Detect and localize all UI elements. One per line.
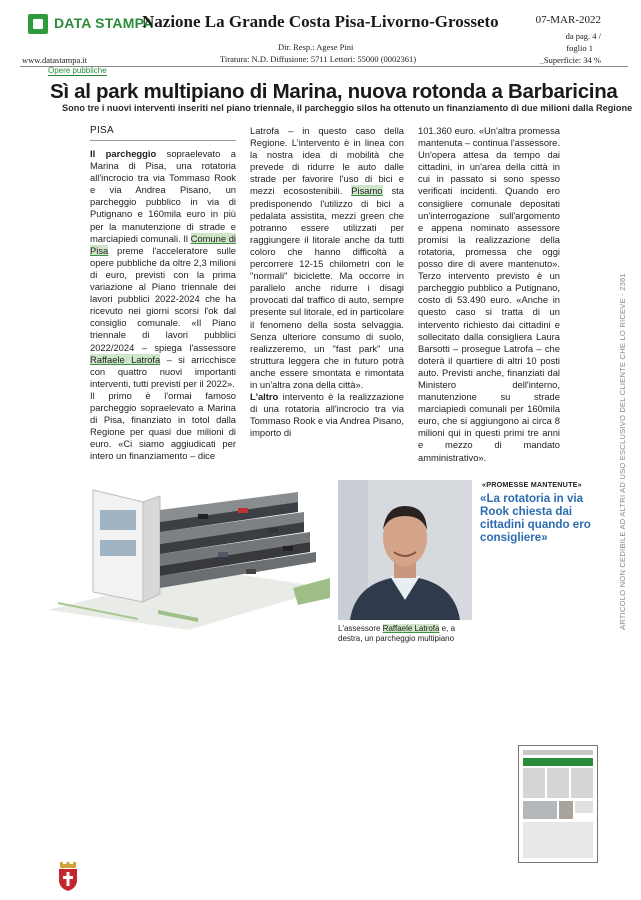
paragraph: Il primo è l'ormai famoso parcheggio sopraelevato a Marina di Pisa, finanziato in totol dalla Regione per quasi due milioni di euro. «Ci siamo aggiudicati per intero un finanziamento – dice — [90, 389, 236, 462]
pullquote: «La rotatoria in via Rook chiesta dai cittadini quando ero consigliere» — [480, 492, 591, 544]
tagged-entity[interactable]: Pisamo — [351, 185, 383, 197]
director: Dir. Resp.: Agese Pini — [278, 42, 354, 52]
article-subhead: Sono tre i nuovi interventi inseriti nel piano triennale, il parcheggio silos ha ottenuto un finanziamento di due milioni dalla Regione — [62, 103, 633, 113]
text-run: intervento è la realizzazione di una rotatoria all'incrocio tra via Tommaso Rook e via Andrea Pisano, importo di — [250, 391, 404, 439]
caption-text: e, a destra, un parcheggio multipiano — [338, 624, 456, 644]
tagged-entity[interactable]: Comune di Pisa — [90, 232, 237, 256]
assessore-portrait-photo — [338, 480, 472, 620]
caption-text: L'assessore — [338, 624, 383, 633]
header-divider — [20, 66, 628, 67]
brand-name: DATA STAMPA — [54, 15, 154, 31]
article-column-3 — [418, 125, 560, 464]
text-run: Latrofa – in questo caso della Regione. L'intervento è in linea con la nostra idea di mobilità che prevede di ridurre le auto dalle strade per favorire l'uso di bici e mezzi ecosostenibili. — [250, 125, 404, 197]
sheet-ref: foglio 1 — [566, 43, 593, 53]
publication-title: Nazione La Grande Costa Pisa-Livorno-Grosseto — [142, 12, 499, 31]
tagged-entity[interactable]: Raffaele Latrofa — [382, 624, 440, 633]
paragraph — [250, 125, 404, 391]
circulation-info: Tiratura: N.D. Diffusione: 5711 Lettori: 55000 (0002361) — [220, 54, 417, 64]
text-run: – si arricchisce con quattro nuovi importanti interventi, tutti previsti per il 2022». — [90, 353, 236, 389]
article-headline: Sì al park multipiano di Marina, nuova rotonda a Barbaricina — [50, 80, 618, 103]
paragraph — [250, 391, 404, 439]
issue-date: 07-MAR-2022 — [535, 14, 601, 26]
website-link[interactable]: www.datastampa.it — [22, 55, 88, 65]
tagged-entity[interactable]: Raffaele Latrofa — [90, 353, 161, 365]
lead-in: Il parcheggio — [90, 148, 157, 159]
side-notice-text: ARTICOLO NON CEDIBILE AD ALTRI AD USO ESCLUSIVO DEL CLIENTE CHE LO RICEVE - 2361 — [618, 273, 627, 630]
lead-in: L'altro — [250, 391, 279, 403]
surface-info: _Superficie: 34 % — [539, 55, 601, 65]
parking-structure-image — [48, 470, 330, 635]
text-run: preme l'acceleratore sulle opere pubbliche da oltre 2,3 milioni di euro, previsti con la prima variazione al Piano triennale dei lavori pubblici 2022-2024 che ha ricevuto nei giorni scorsi l'ok dal consiglio comunale. «Il Piano triennale di lavori pubblici 2022/2024 – spiega l'assessore — [90, 244, 236, 353]
article-column-1 — [90, 148, 236, 462]
text-run: sopraelevato a Marina di Pisa, una rotatoria all'incrocio tra via Tommaso Rook e via Andrea Pisano, un parcheggio pubblico in via di Putignano e 160mila euro in più per la manutenzione di strade e marciapiedi comunali. Il — [90, 148, 237, 244]
paragraph — [90, 148, 236, 390]
data-stampa-logo-icon — [28, 14, 48, 34]
paragraph: 101.360 euro. «Un'altra promessa mantenuta – continua l'assessore. Un'opera attesa da tempo dai cittadini, in un'area della città in cui in passato si sono spesso verificati incidenti. Quando ero consigliere comunale depositati un'interrogazione sull'argomento e appena nominato assessore promisi la realizzazione della rotatoria, promessa che oggi posso dire di avere mantenuto». Terzo intervento previsto è un parcheggio pubblico a Putignano, costo di 53.490 euro. «Anche in questo caso si tratta di un intervento richiesto dai cittadini e sollecitato dalla consigliera Laura Barsotti – prosegue Latrofa – che doterà il quartiere di altri 10 posti auto. Previsti anche, finanziati dal Ministero dell'interno, manutenzione su strade marciapiedi comunali per 160mila euro, che si aggiungono ai circa 8 milioni qui in questi primi tre anni e mezzo di mandato amministrativo». — [418, 125, 560, 463]
pullquote-kicker: «PROMESSE MANTENUTE» — [482, 480, 582, 489]
photo-caption — [338, 624, 474, 645]
side-notice — [606, 250, 627, 630]
section-label: Opere pubbliche — [48, 66, 107, 75]
page-thumbnail[interactable] — [518, 745, 598, 863]
dateline-city: PISA — [90, 125, 114, 136]
page-ref: da pag. 4 / — [565, 31, 601, 41]
pisa-crest-icon — [56, 862, 80, 892]
article-column-2 — [250, 125, 404, 439]
text-run: sta predisponendo l'utilizzo di bici a pedalata assistita, mezzi green che potranno essere utilizzati per raggiungere il litorale anche da tutti coloro che hanno difficoltà a percorrere 12-15 chilometri con le "normali" biciclette. Ma occorre in parallelo anche ridurre i disagi provocati dal traffico di auto, sempre presente sul litorale, ed in particolare il fenomeno della sosta selvaggia. Senza ulteriore consumo di suolo, realizzeremo, un "fast park" una struttura leggera che in futuro potrà anche essere smontata e rimontata in un'altra zona della città». — [250, 185, 404, 390]
dateline-rule — [90, 140, 236, 141]
